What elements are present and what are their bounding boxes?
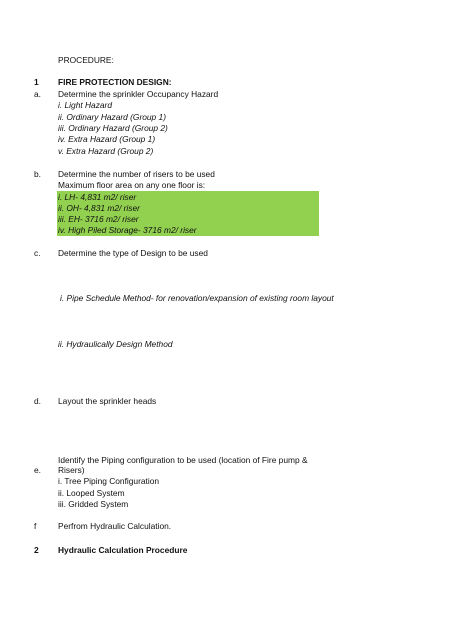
item-a-text: Determine the sprinkler Occupancy Hazard xyxy=(58,89,219,99)
riser-item: ii. OH- 4,831 m2/ riser xyxy=(58,203,140,213)
section-1-number: 1 xyxy=(34,77,39,87)
item-b-marker: b. xyxy=(34,169,41,179)
hazard-item: ii. Ordinary Hazard (Group 1) xyxy=(58,112,166,122)
design-method-item: i. Pipe Schedule Method- for renovation/expansion of existing room layout xyxy=(60,293,334,303)
item-b-subtext: Maximum floor area on any one floor is: xyxy=(58,180,206,190)
hazard-item: v. Extra Hazard (Group 2) xyxy=(58,146,154,156)
section-1-title: FIRE PROTECTION DESIGN: xyxy=(58,77,172,87)
hazard-item: i. Light Hazard xyxy=(58,100,112,110)
item-d-marker: d. xyxy=(34,396,41,406)
riser-item: iii. EH- 3716 m2/ riser xyxy=(58,214,139,224)
item-d-text: Layout the sprinkler heads xyxy=(58,396,157,406)
item-c-text: Determine the type of Design to be used xyxy=(58,248,208,258)
item-e-text-line1: Identify the Piping configuration to be used (location of Fire pump & xyxy=(58,455,308,465)
piping-item: iii. Gridded System xyxy=(58,499,129,509)
riser-item: i. LH- 4,831 m2/ riser xyxy=(58,192,137,202)
item-f-marker: f xyxy=(34,521,37,531)
item-c-marker: c. xyxy=(34,248,41,258)
item-f-text: Perfrom Hydraulic Calculation. xyxy=(58,521,172,531)
hazard-item: iii. Ordinary Hazard (Group 2) xyxy=(58,123,168,133)
piping-item: ii. Looped System xyxy=(58,488,125,498)
item-b-text: Determine the number of risers to be used xyxy=(58,169,215,179)
item-e-marker: e. xyxy=(34,465,41,475)
item-a-marker: a. xyxy=(34,89,41,99)
procedure-heading: PROCEDURE: xyxy=(58,55,114,65)
section-2-number: 2 xyxy=(34,545,39,555)
item-e-text-line2: Risers) xyxy=(58,465,85,475)
hazard-item: iv. Extra Hazard (Group 1) xyxy=(58,134,156,144)
section-2-title: Hydraulic Calculation Procedure xyxy=(58,545,188,555)
riser-item: iv. High Piled Storage- 3716 m2/ riser xyxy=(58,225,197,235)
design-method-item: ii. Hydraulically Design Method xyxy=(58,339,173,349)
piping-item: i. Tree Piping Configuration xyxy=(58,476,160,486)
